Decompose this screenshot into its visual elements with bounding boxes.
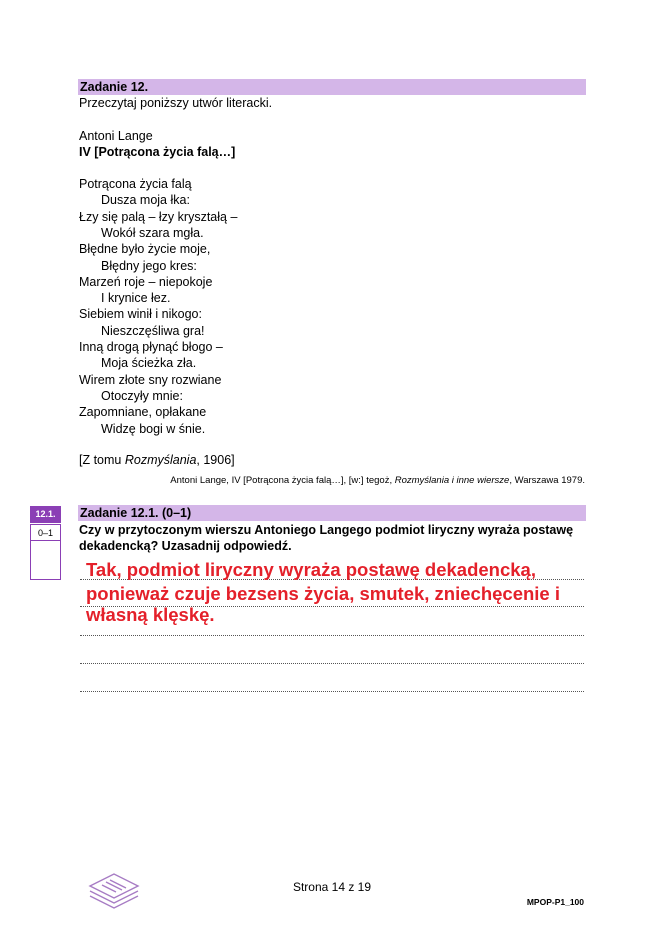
poem-title: IV [Potrącona życia falą…] — [79, 145, 236, 159]
poem-line: Marzeń roje – niepokoje — [79, 274, 213, 289]
document-code: MPOP-P1_100 — [526, 897, 584, 907]
poem-line: Inną drogą płynąć błogo – — [79, 340, 223, 354]
answer-text-line-1: Tak, podmiot liryczny wyraża postawę dekadencką, — [86, 559, 536, 580]
poem — [79, 177, 379, 437]
answer-line[interactable] — [80, 691, 584, 692]
poem-line: Błędne było życie moje, — [79, 242, 211, 257]
task-number-box: 12.1. — [30, 506, 61, 523]
score-box — [30, 540, 61, 580]
poem-line: Łzy się palą – łzy kryształą – — [79, 209, 238, 224]
answer-line[interactable] — [80, 663, 584, 664]
poem-line: Otoczyły mnie: — [101, 388, 183, 403]
answer-text-line-3: własną klęskę. — [86, 604, 215, 625]
poem-line: Wokół szara mgła. — [101, 225, 204, 240]
poem-line: Widzę bogi w śnie. — [101, 421, 206, 436]
poem-line: Wirem złote sny rozwiane — [79, 372, 222, 387]
question-line-1: Czy w przytoczonym wierszu Antoniego Langego podmiot liryczny wyraża postawę — [79, 523, 574, 537]
subtask-header: Zadanie 12.1. (0–1) — [78, 505, 586, 521]
volume-note: [Z tomu Rozmyślania, 1906] — [79, 453, 235, 467]
page-number: Strona 14 z 19 — [292, 880, 372, 894]
poem-line: Siebiem winił i nikogo: — [79, 307, 202, 322]
poem-line: Dusza moja łka: — [101, 193, 190, 208]
poem-line: Błędny jego kres: — [101, 258, 197, 273]
poem-line: Nieszczęśliwa gra! — [101, 323, 205, 338]
source-citation: Antoni Lange, IV [Potrącona życia falą…], [w:] tegoż, Rozmyślania i inne wiersze, Warszawa 1979. — [170, 475, 585, 486]
task-header: Zadanie 12. — [78, 79, 586, 95]
poem-line: Potrącona życia falą — [79, 177, 192, 191]
question-line-2: dekadencką? Uzasadnij odpowiedź. — [79, 539, 292, 553]
answer-text-line-2: ponieważ czuje bezsens życia, smutek, zniechęcenie i — [86, 583, 560, 604]
points-box: 0–1 — [30, 524, 61, 541]
answer-line[interactable] — [80, 635, 584, 636]
task-instruction: Przeczytaj poniższy utwór literacki. — [79, 96, 273, 110]
poem-line: Zapomniane, opłakane — [79, 405, 207, 420]
poem-line: Moja ścieżka zła. — [101, 356, 197, 371]
poem-line: I krynice łez. — [101, 291, 171, 306]
poem-author: Antoni Lange — [79, 129, 153, 143]
